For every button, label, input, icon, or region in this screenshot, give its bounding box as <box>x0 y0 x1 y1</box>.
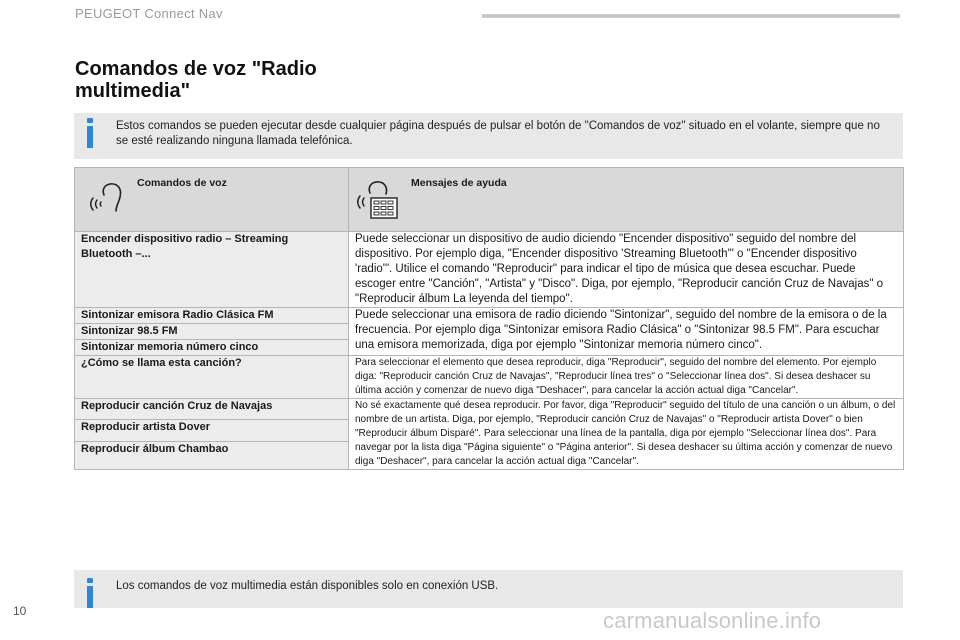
table-row <box>75 308 904 324</box>
page-number: 10 <box>13 604 27 618</box>
header-title: PEUGEOT Connect Nav <box>75 6 223 21</box>
help-cell: Puede seleccionar un dispositivo de audio diciendo "Encender dispositivo" seguido del nombre del dispositivo. Por ejemplo diga, "Encender dispositivo 'Streaming Bluetooth'" o "Encender dispositivo 'radio'". Utilice el comando "Reproducir" para indicar el tipo de música que desea escuchar. Puede escoger entre "Canción", "Artista" y "Disco". Diga, por ejemplo, "Reproducir canción Cruz de Navajas" o "Reproducir álbum La leyenda del tiempo". <box>349 232 904 308</box>
command-cell: Sintonizar memoria número cinco <box>75 340 349 356</box>
table-header-commands <box>75 168 349 232</box>
info-box-top <box>74 113 903 159</box>
help-cell: No sé exactamente qué desea reproducir. Por favor, diga "Reproducir" seguido del título de una canción o un álbum, o del nombre de un artista. Diga, por ejemplo, "Reproducir canción Cruz de Navajas" o "Reproducir artista Dover" o bien "Reproducir álbum Disparé". Para seleccionar una línea de la pantalla, diga por ejemplo "Seleccionar línea dos". Para navegar por la lista diga "Página siguiente" o "Página anterior". Si desea deshacer su última acción y comenzar de nuevo diga "Deshacer", para cancelar la acción actual diga "Cancelar". <box>349 399 904 470</box>
table-row <box>75 356 904 399</box>
command-cell: Reproducir álbum Chambao <box>75 441 349 469</box>
info-icon <box>85 118 95 148</box>
table-row <box>75 232 904 308</box>
header-rule <box>482 14 900 18</box>
command-cell: ¿Cómo se llama esta canción? <box>75 356 349 399</box>
command-cell: Encender dispositivo radio – Streaming Bluetooth –... <box>75 232 349 308</box>
table-row <box>75 399 904 420</box>
table-header-row <box>75 168 904 232</box>
info-icon <box>85 578 95 608</box>
voice-command-icon <box>85 178 125 218</box>
command-cell: Sintonizar 98.5 FM <box>75 324 349 340</box>
page-title: Comandos de voz "Radio multimedia" <box>75 58 317 102</box>
help-cell: Para seleccionar el elemento que desea reproducir, diga "Reproducir", seguido del nombre del elemento. Por ejemplo diga: "Reproducir canción Cruz de Navajas", "Reproducir línea tres" o "Seleccionar línea dos". Si desea deshacer su última acción y comenzar de nuevo diga "Deshacer", para cancelar la acción actual diga "Cancelar". <box>349 356 904 399</box>
command-cell: Reproducir artista Dover <box>75 420 349 441</box>
info-box-bottom <box>74 570 903 608</box>
info-text-bottom: Los comandos de voz multimedia están disponibles solo en conexión USB. <box>116 580 499 592</box>
table-header-help <box>349 168 904 232</box>
table-header-commands-label: Comandos de voz <box>137 177 227 189</box>
voice-help-screen-icon <box>354 178 402 222</box>
command-cell: Sintonizar emisora Radio Clásica FM <box>75 308 349 324</box>
info-text-top: Estos comandos se pueden ejecutar desde cualquier página después de pulsar el botón de "Comandos de voz" situado en el volante, siempre que no se esté realizando ninguna llamada telefónica. <box>116 120 880 147</box>
table-header-help-label: Mensajes de ayuda <box>411 177 507 189</box>
command-cell: Reproducir canción Cruz de Navajas <box>75 399 349 420</box>
voice-commands-table <box>74 167 904 470</box>
help-cell: Puede seleccionar una emisora de radio diciendo "Sintonizar", seguido del nombre de la emisora o de la frecuencia. Por ejemplo diga "Sintonizar emisora Radio Clásica" o "Sintonizar 98.5 FM". Para escuchar una emisora memorizada, diga por ejemplo "Sintonizar memoria número cinco". <box>349 308 904 356</box>
watermark: carmanualsonline.info <box>603 608 822 633</box>
